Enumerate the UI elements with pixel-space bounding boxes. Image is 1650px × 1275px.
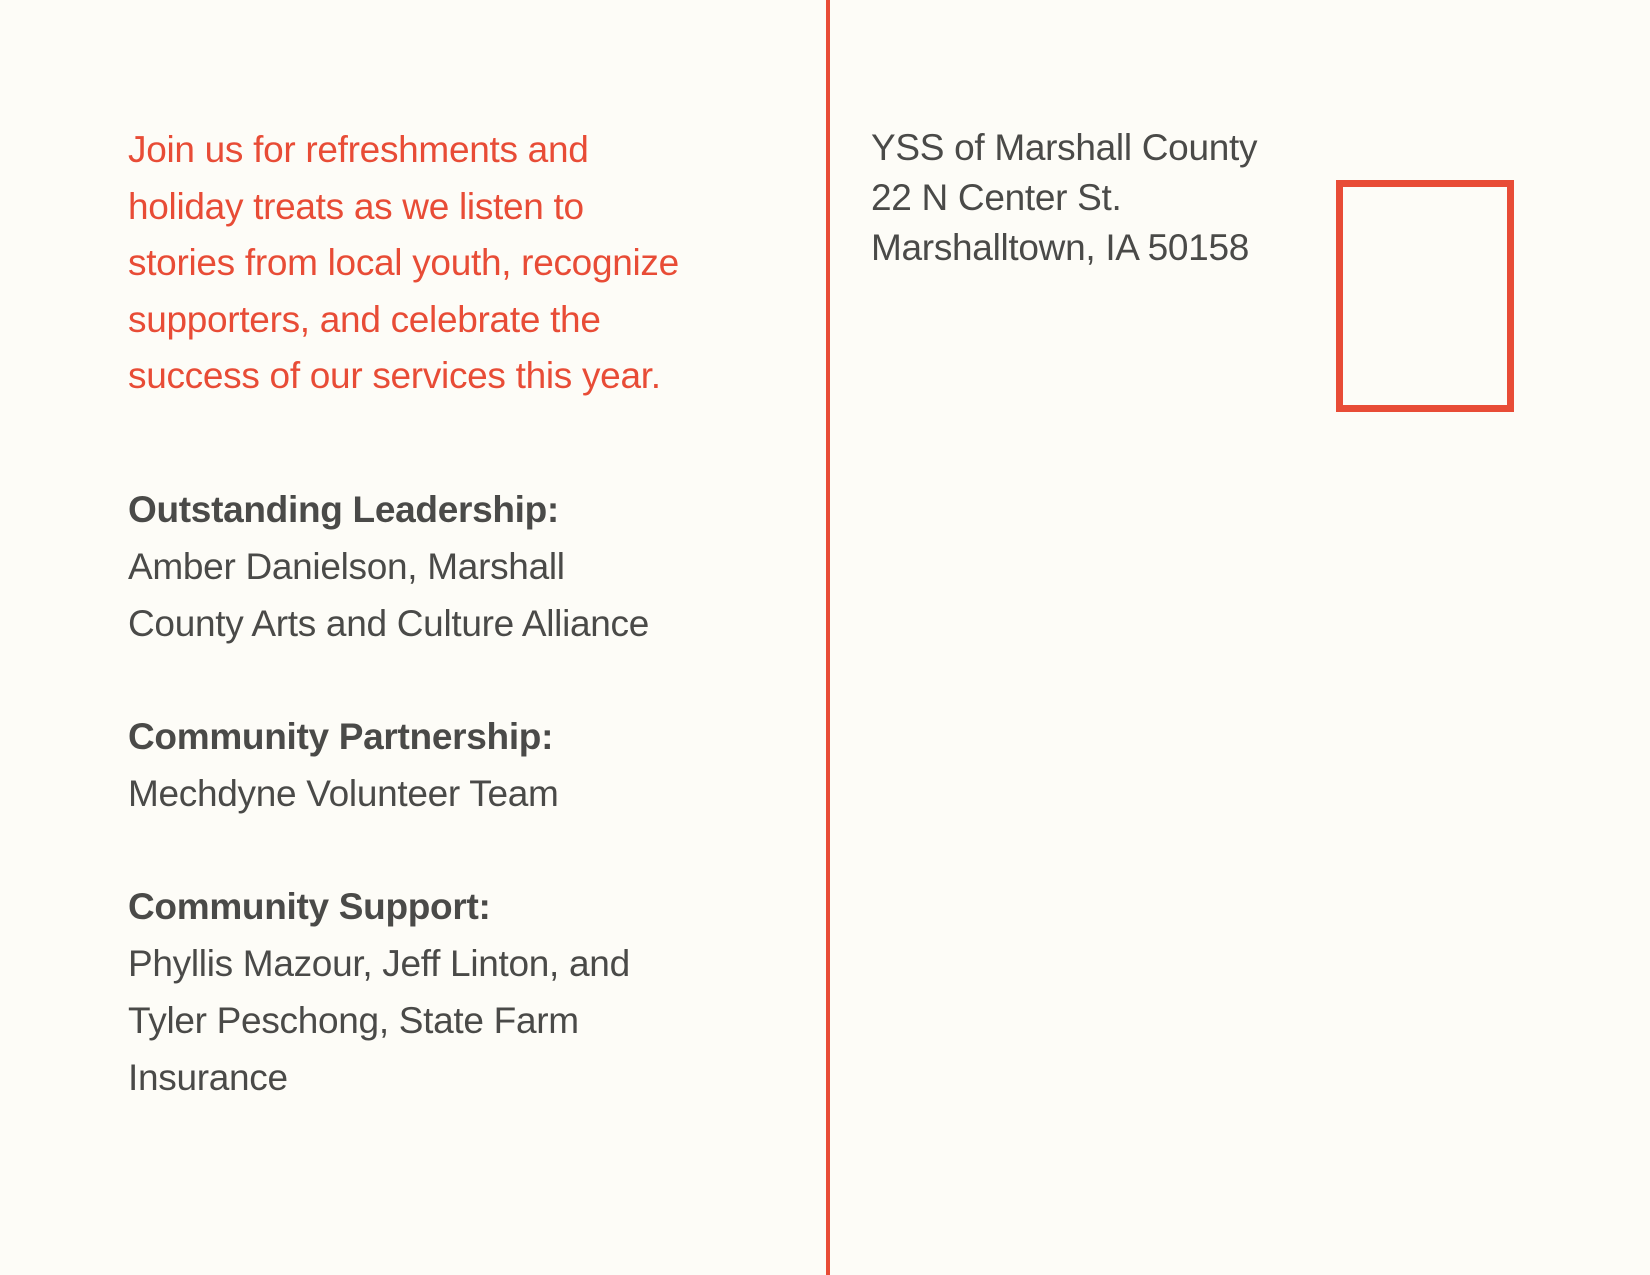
award-recipient-line: Mechdyne Volunteer Team [128,772,559,814]
invitation-line: success of our services this year. [128,355,661,396]
award-title: Community Partnership: [128,715,554,757]
address-line-name: YSS of Marshall County [871,127,1258,168]
award-recipient-line: Tyler Peschong, State Farm [128,999,579,1041]
address-line-street: 22 N Center St. [871,177,1122,218]
award-outstanding-leadership [128,481,708,652]
award-title: Community Support: [128,885,491,927]
award-recipient-line: Phyllis Mazour, Jeff Linton, and [128,942,630,984]
award-recipient-line: County Arts and Culture Alliance [128,602,650,644]
invitation-line: supporters, and celebrate the [128,298,601,340]
award-community-support [128,878,708,1106]
award-recipient-line: Insurance [128,1056,288,1098]
stamp-placeholder-box [1336,180,1514,412]
invitation-line: stories from local youth, recognize [128,242,679,283]
address-line-city: Marshalltown, IA 50158 [871,227,1250,268]
award-title: Outstanding Leadership: [128,488,559,530]
invitation-line: Join us for refreshments and [128,129,589,170]
award-community-partnership [128,708,708,822]
invitation-text [128,122,708,405]
return-address [871,123,1257,273]
invitation-line: holiday treats as we listen to [128,185,584,227]
award-recipient-line: Amber Danielson, Marshall [128,545,565,587]
postcard-divider-line [826,0,830,1275]
message-panel [128,122,708,1106]
